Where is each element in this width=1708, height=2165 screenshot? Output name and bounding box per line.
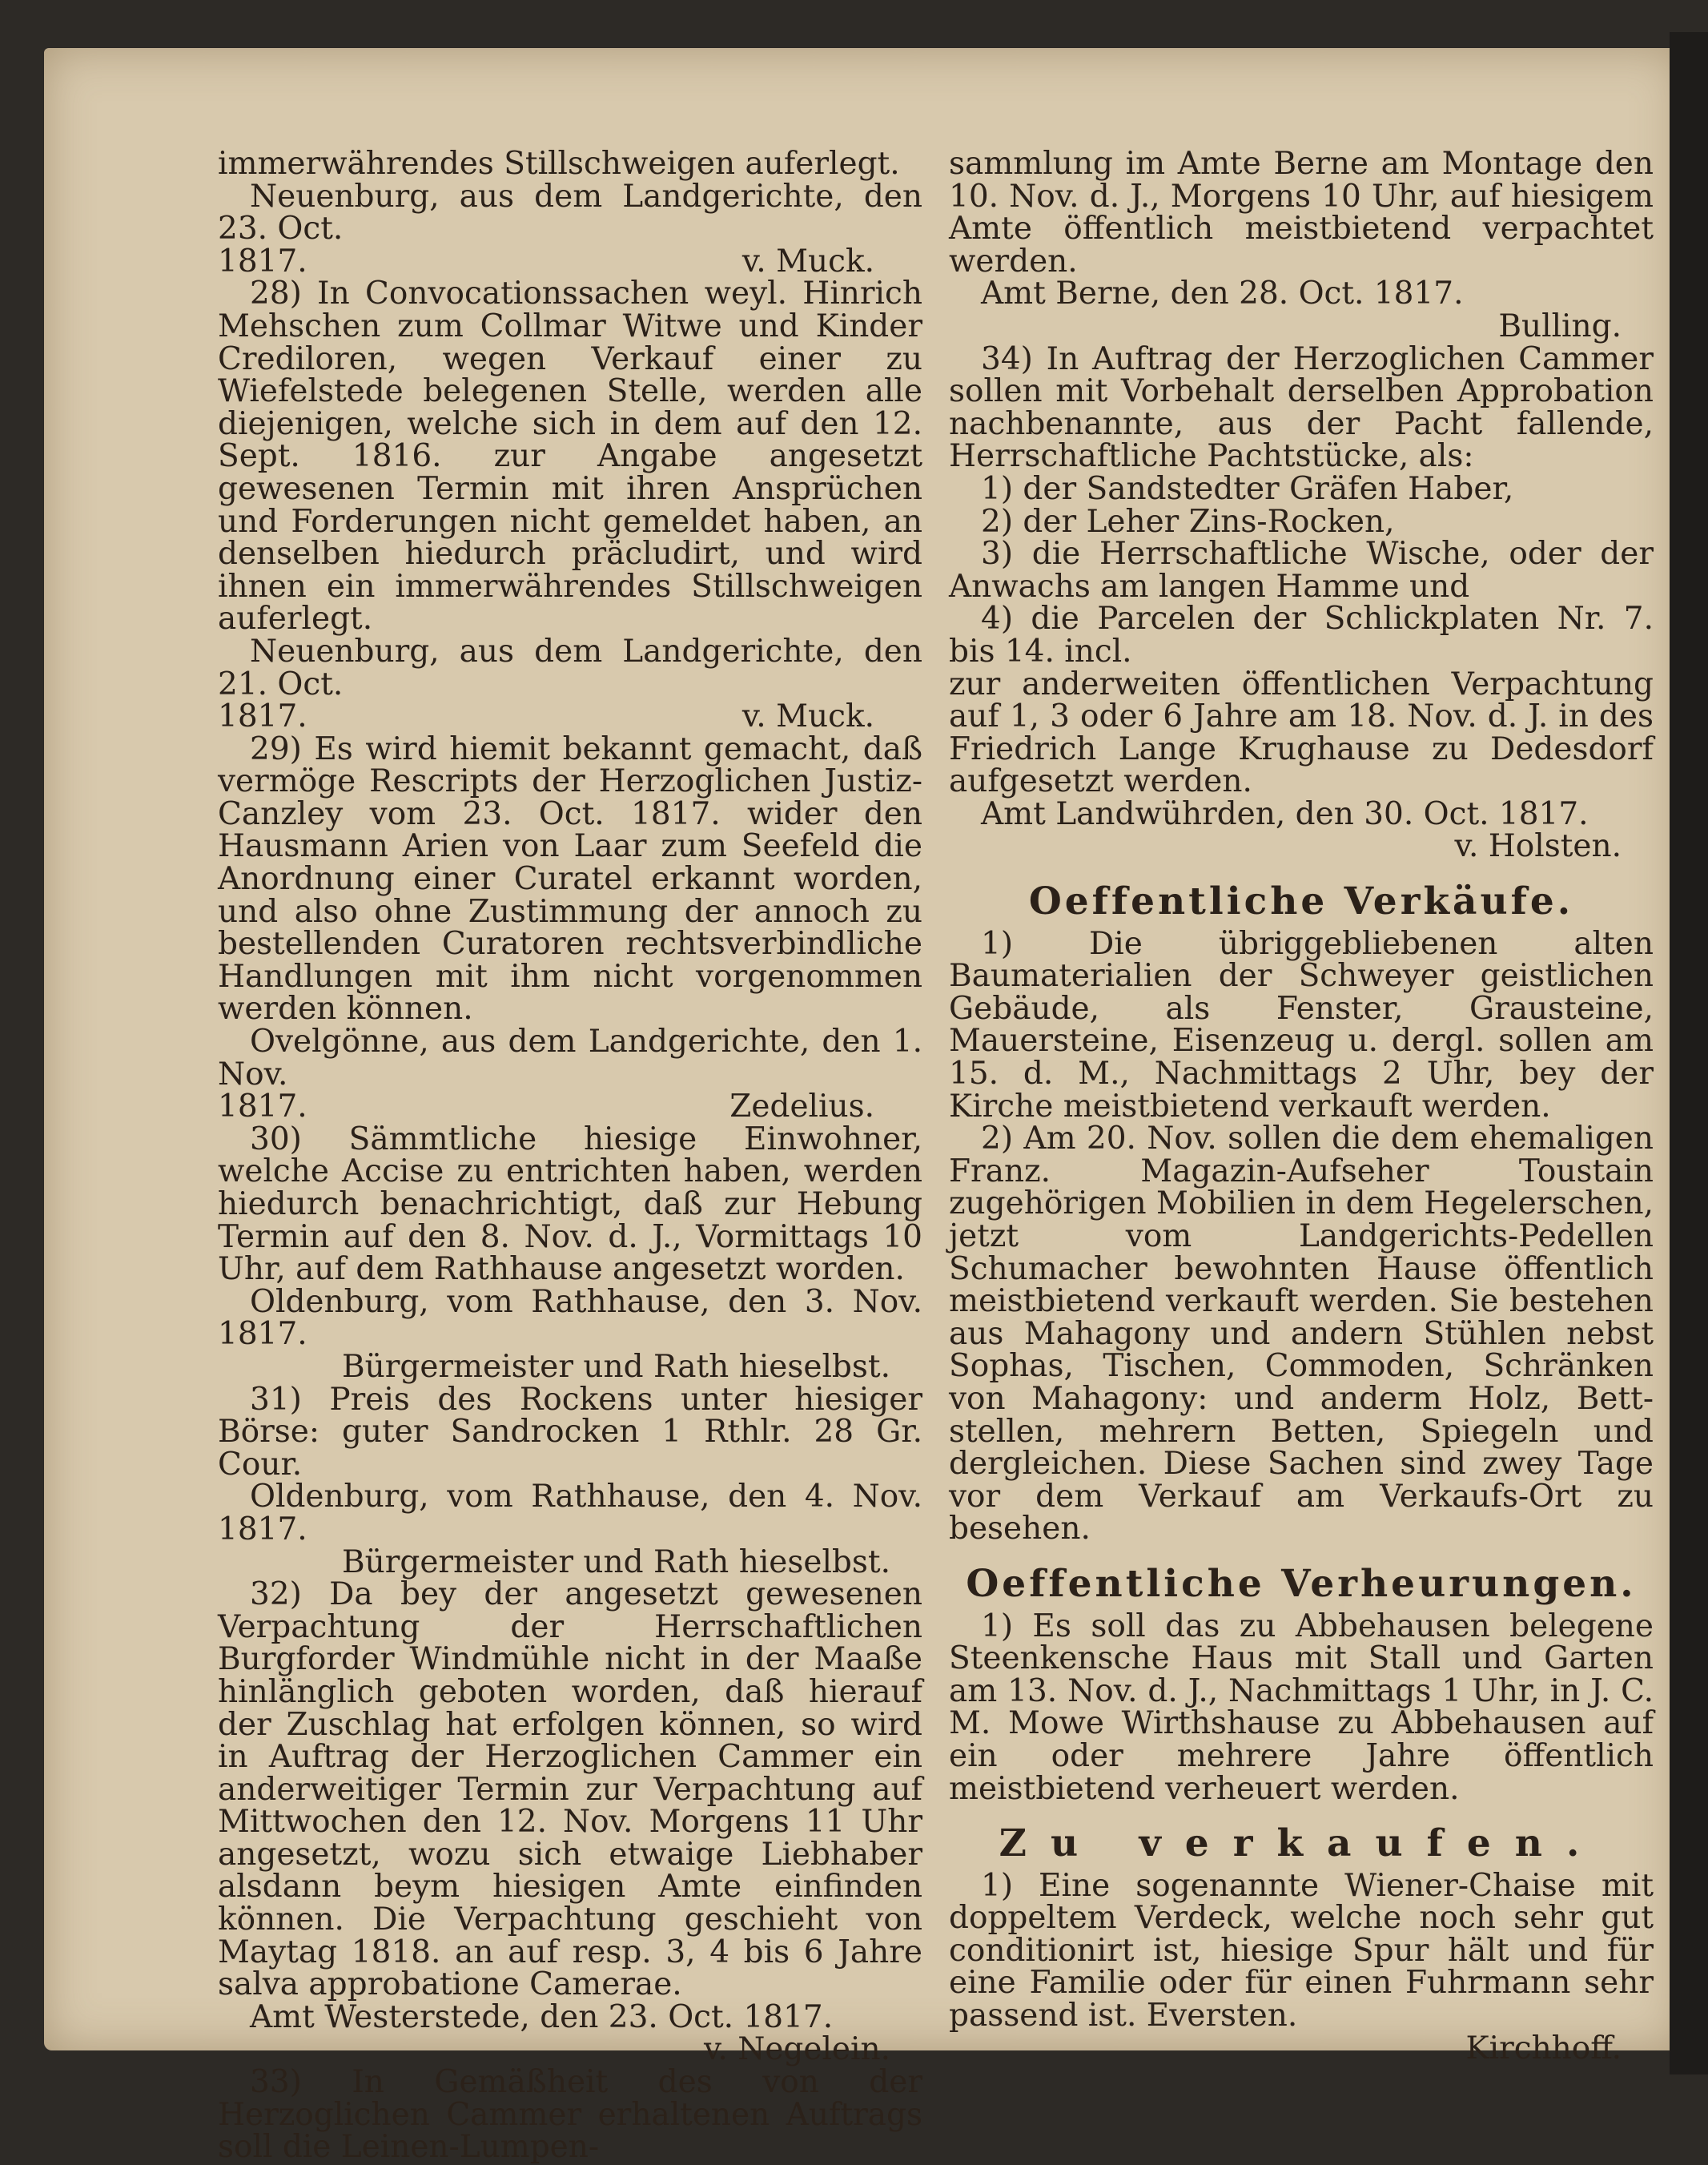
notice-paragraph: 2) der Leher Zins-Rocken,: [981, 503, 1395, 540]
signature-name: Zedelius.: [729, 1089, 874, 1125]
notice-paragraph: 31) Preis des Rockens unter hiesiger Börse: guter Sandrocken 1 Rthlr. 28 Gr. Cour.: [218, 1381, 922, 1483]
section-heading: Zu verkaufen.: [999, 1821, 1604, 1866]
notice-paragraph: sammlung im Amte Berne am Montage den 10. Nov. d. J., Morgens 10 Uhr, auf hiesigem Amte öffentlich meistbietend verpachtet werden.: [949, 146, 1654, 280]
notice-paragraph: zur anderweiten öffentlichen Verpachtung auf 1, 3 oder 6 Jahre am 18. Nov. d. J. in des Friedrich Lange Krughause zu Dedesdorf aufgesetzt werden.: [949, 666, 1654, 800]
notice-paragraph: 2) Am 20. Nov. sollen die dem ehemaligen Franz. Magazin-Aufseher Toustain zugehörigen Mobilien in dem Hegelerschen, jetzt vom Landgerichts-Pedellen Schumacher bewohnten Hause öffentlich meistbietend verkauft werden. Sie bestehen aus Mahagony und andern Stühlen nebst Sophas, Tischen, Commoden, Schränken von Mahagony: und anderm Holz, Bettstellen, mehrern Betten, Spiegeln und dergleichen. Diese Sachen sind zwey Tage vor dem Verkauf am Verkaufs-Ort zu besehen.: [949, 1121, 1654, 1547]
signature-line: [218, 243, 922, 280]
section-heading: Oeffentliche Verkäufe.: [1028, 879, 1574, 924]
notice-paragraph: 34) In Auftrag der Herzoglichen Cammer sollen mit Vorbehalt derselben Approbation nachbenannte, aus der Pacht fallende, Herrschaftliche Pachtstücke, als:: [949, 340, 1654, 475]
notice-paragraph: Amt Landwührden, den 30. Oct. 1817.: [981, 795, 1589, 832]
notice-paragraph: Bürgermeister und Rath hieselbst.: [341, 1348, 890, 1385]
notice-paragraph: 32) Da bey der angesetzt gewesenen Verpachtung der Herrschaftlichen Burgforder Windmühle nicht in der Maaße hinlänglich geboten worden, daß hierauf der Zuschlag hat erfolgen können, so wird in Auftrag der Herzoglichen Cammer ein anderweitiger Termin zur Verpachtung auf Mittwochen den 12. Nov. Morgens 11 Uhr angesetzt, wozu sich etwaige Liebhaber alsdann beym hiesigen Amte einfinden können. Die Verpachtung geschieht von Maytag 1818. an auf resp. 3, 4 bis 6 Jahre salva approbatione Camerae.: [218, 1576, 922, 2003]
notice-paragraph: 33) In Gemäßheit des von der Herzoglichen Cammer erhaltenen Auftrags soll die Leinen-Lumpen-: [218, 2064, 922, 2165]
notice-paragraph: Neuenburg, aus dem Landgerichte, den 23. Oct.: [218, 178, 922, 247]
notice-paragraph: 1) Eine sogenannte Wiener-Chaise mit doppeltem Verdeck, welche noch sehr gut conditionirt ist, hiesige Spur hält und für eine Familie oder für einen Fuhrmann sehr passend ist. Eversten.: [949, 1867, 1654, 2034]
notice-paragraph: 1) Die übriggebliebenen alten Baumaterialien der Schweyer geistlichen Gebäude, als Fenster, Grausteine, Mauersteine, Eisenzeug u. dergl. sollen am 15. d. M., Nachmittags 2 Uhr, bey der Kirche meistbietend verkauft werden.: [949, 925, 1654, 1125]
notice-paragraph: Bulling.: [1498, 308, 1622, 344]
notice-paragraph: Ovelgönne, aus dem Landgerichte, den 1. Nov.: [218, 1024, 922, 1093]
signature-year: 1817.: [218, 1089, 307, 1125]
left-column: [218, 148, 922, 2164]
notice-paragraph: 3) die Herrschaftliche Wische, oder der Anwachs am langen Hamme und: [949, 536, 1654, 605]
signature-year: 1817.: [218, 243, 307, 280]
notice-paragraph: 4) die Parcelen der Schlickplaten Nr. 7. bis 14. incl.: [949, 601, 1654, 670]
notice-paragraph: 29) Es wird hiemit bekannt gemacht, daß vermöge Rescripts der Herzoglichen Justiz-Canzley vom 23. Oct. 1817. wider den Hausmann Arien von Laar zum Seefeld die Anordnung einer Curatel erkannt worden, und also ohne Zustimmung der annoch zu bestellenden Curatoren rechtsverbindliche Handlungen mit ihm nicht vorgenommen werden können.: [218, 730, 922, 1028]
notice-paragraph: v. Negelein.: [704, 2031, 890, 2068]
signature-name: v. Muck.: [741, 243, 874, 280]
notice-paragraph: Kirchhoff.: [1465, 2030, 1622, 2066]
notice-paragraph: 1) Es soll das zu Abbehausen belegene Steenkensche Haus mit Stall und Garten am 13. Nov. d. J., Nachmittags 1 Uhr, in J. C. M. Mowe Wirthshause zu Abbehausen auf ein oder mehrere Jahre öffentlich meistbietend verheuert werden.: [949, 1608, 1654, 1807]
signature-year: 1817.: [218, 698, 307, 735]
notice-paragraph: 28) In Convocationssachen weyl. Hinrich Mehschen zum Collmar Witwe und Kinder Crediloren, wegen Verkauf einer zu Wiefelstede belegenen Stelle, werden alle diejenigen, welche sich in dem auf den 12. Sept. 1816. zur Angabe angesetzt gewesenen Termin mit ihren Ansprüchen und Forderungen nicht gemeldet haben, an denselben hiedurch präcludirt, und wird ihnen ein immerwährendes Stillschweigen auferlegt.: [218, 276, 922, 638]
book-edge-shadow: [1670, 32, 1708, 2074]
notice-paragraph: Oldenburg, vom Rathhause, den 4. Nov. 1817.: [218, 1479, 922, 1547]
notice-paragraph: Amt Berne, den 28. Oct. 1817.: [981, 276, 1464, 312]
signature-line: [218, 698, 922, 735]
signature-name: v. Muck.: [741, 698, 874, 735]
signature-line: [218, 1091, 922, 1124]
right-column: [949, 148, 1654, 2065]
notice-paragraph: Amt Westerstede, den 23. Oct. 1817.: [250, 1998, 834, 2035]
section-heading: Oeffentliche Verheurungen.: [966, 1561, 1637, 1606]
notice-paragraph: Bürgermeister und Rath hieselbst.: [341, 1543, 890, 1580]
notice-paragraph: 30) Sämmtliche hiesige Einwohner, welche Accise zu entrichten haben, werden hiedurch benachrichtigt, daß zur Hebung Termin auf den 8. Nov. d. J., Vormittags 10 Uhr, auf dem Rathhause angesetzt worden.: [218, 1121, 922, 1288]
notice-paragraph: 1) der Sandstedter Gräfen Haber,: [981, 470, 1514, 507]
notice-paragraph: v. Holsten.: [1454, 828, 1622, 865]
notice-paragraph: Oldenburg, vom Rathhause, den 3. Nov. 1817.: [218, 1283, 922, 1353]
notice-paragraph: Neuenburg, aus dem Landgerichte, den 21. Oct.: [218, 633, 922, 702]
notice-paragraph: immerwährendes Stillschweigen auferlegt.: [218, 146, 900, 182]
